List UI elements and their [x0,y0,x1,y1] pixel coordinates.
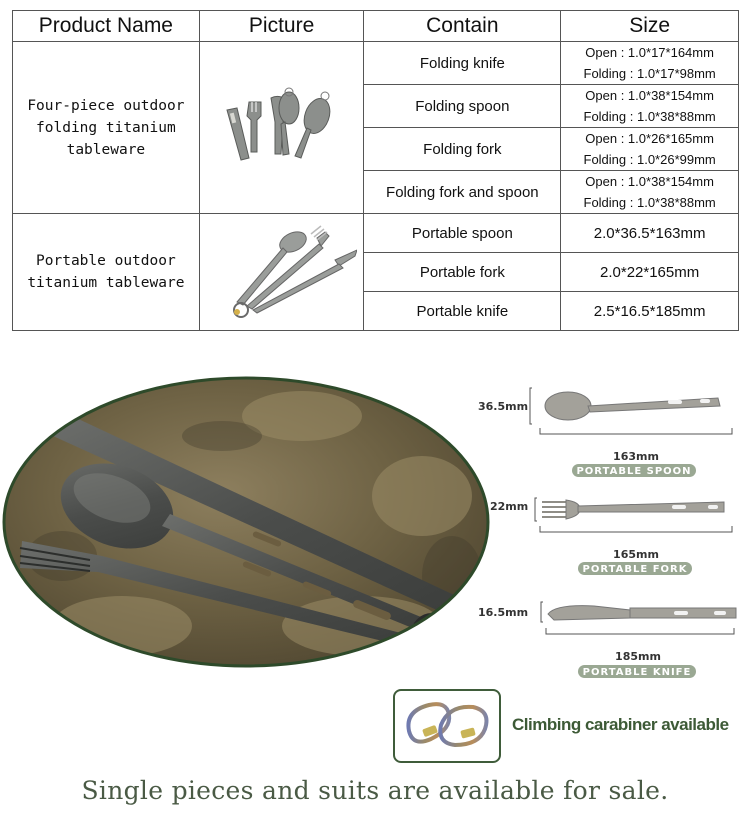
spec-table [12,10,739,331]
size-cell [561,171,739,214]
contain-cell: Portable knife [364,292,561,331]
contain-cell: Folding knife [364,42,561,85]
dimension-diagram [470,378,740,688]
footer-text: Single pieces and suits are available for sale. [81,776,669,805]
width-label: 16.5mm [478,606,529,619]
header-contain: Contain [364,11,561,42]
four-piece-folding-tableware-image [199,42,364,214]
name-label: PORTABLE KNIFE [582,667,692,678]
name-label: PORTABLE SPOON [576,466,692,477]
length-label: 165mm [613,548,659,561]
header-size: Size [561,11,739,42]
carabiner-image-box [393,689,501,763]
size-folding-text: Folding : 1.0*38*88mm [583,195,716,210]
contain-cell: Portable spoon [364,214,561,253]
name-label: PORTABLE FORK [582,564,688,575]
length-label: 163mm [613,450,659,463]
header-product-name: Product Name [13,11,200,42]
knife-dimension [478,602,736,678]
size-folding-text: Folding : 1.0*38*88mm [583,109,716,124]
table-row [13,42,739,85]
header-row [13,11,739,42]
size-open-text: Open : 1.0*26*165mm [585,131,714,146]
carabiner-text: Climbing carabiner available [512,715,729,734]
fork-icon [542,500,724,519]
portable-tableware-image [199,214,364,331]
knife-icon [548,606,736,620]
carabiner-icon [395,691,499,761]
contain-cell: Folding spoon [364,85,561,128]
size-open-text: Open : 1.0*38*154mm [585,174,714,189]
size-open-text: Open : 1.0*17*164mm [585,45,714,60]
fork-dimension [490,498,732,575]
size-cell: 2.0*22*165mm [561,253,739,292]
cutlery-on-rock-photo [2,376,490,668]
contain-cell: Folding fork and spoon [364,171,561,214]
size-folding-text: Folding : 1.0*26*99mm [583,152,716,167]
product-name-cell: Four-piece outdoor folding titanium tableware [13,42,200,214]
header-picture: Picture [199,11,364,42]
contain-cell: Portable fork [364,253,561,292]
size-cell [561,85,739,128]
size-cell [561,42,739,85]
table-row [13,214,739,253]
size-folding-text: Folding : 1.0*17*98mm [583,66,716,81]
contain-cell: Folding fork [364,128,561,171]
spoon-icon [545,392,720,420]
size-open-text: Open : 1.0*38*154mm [585,88,714,103]
length-label: 185mm [615,650,661,663]
product-name-cell: Portable outdoor titanium tableware [13,214,200,331]
size-cell: 2.5*16.5*185mm [561,292,739,331]
spoon-dimension [478,388,732,477]
width-label: 22mm [490,500,529,513]
size-cell: 2.0*36.5*163mm [561,214,739,253]
width-label: 36.5mm [478,400,529,413]
size-cell [561,128,739,171]
